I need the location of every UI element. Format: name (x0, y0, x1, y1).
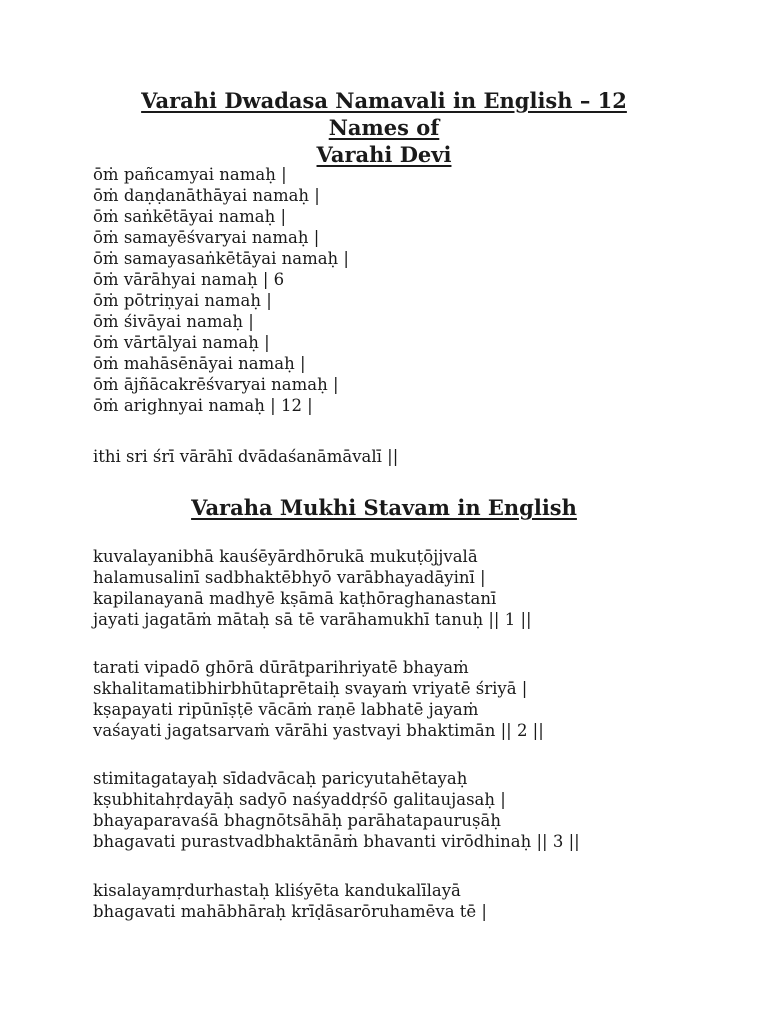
document-title-line-2: Varahi Devi (316, 142, 452, 167)
verse-line: kṣapayati ripūnīṣṭē vācāṁ raṇē labhatē jayaṁ (93, 700, 479, 719)
document-title (110, 87, 658, 168)
closing-block (93, 446, 398, 467)
closing-line: ithi sri śrī vārāhī dvādaśanāmāvalī || (93, 447, 399, 466)
name-line: ōṁ daṇḍanāthāyai namaḥ | (93, 186, 320, 205)
name-line: ōṁ samayasaṅkētāyai namaḥ | (93, 249, 349, 268)
name-line: ōṁ pañcamyai namaḥ | (93, 165, 287, 184)
verse-line: bhagavati purastvadbhaktānāṁ bhavanti virōdhinaḥ || 3 || (93, 832, 580, 851)
verse-2 (93, 657, 544, 741)
section-title (110, 494, 658, 521)
name-line: ōṁ śivāyai namaḥ | (93, 312, 254, 331)
verse-line: skhalitamatibhirbhūtaprētaiḥ svayaṁ vriyatē śriyā | (93, 679, 528, 698)
verse-line: bhagavati mahābhāraḥ krīḍāsarōruhamēva tē | (93, 902, 487, 921)
verse-4 (93, 880, 487, 922)
verse-line: kṣubhitahṛdayāḥ sadyō naśyaddṛśō galitaujasaḥ | (93, 790, 506, 809)
name-line: ōṁ ājñācakrēśvaryai namaḥ | (93, 375, 339, 394)
verse-line: stimitagatayaḥ sīdadvācaḥ paricyutahētayaḥ (93, 769, 468, 788)
verse-line: vaśayati jagatsarvaṁ vārāhi yastvayi bhaktimān || 2 || (93, 721, 544, 740)
verse-line: kisalayamṛdurhastaḥ kliśyēta kandukalīlayā (93, 881, 461, 900)
verse-line: tarati vipadō ghōrā dūrātparihriyatē bhayaṁ (93, 658, 469, 677)
verse-line: jayati jagatāṁ mātaḥ sā tē varāhamukhī tanuḥ || 1 || (93, 610, 532, 629)
namavali-list (93, 164, 349, 416)
name-line: ōṁ pōtriṇyai namaḥ | (93, 291, 272, 310)
name-line: ōṁ samayēśvaryai namaḥ | (93, 228, 320, 247)
name-line: ōṁ arighnyai namaḥ | 12 | (93, 396, 313, 415)
section-title-text: Varaha Mukhi Stavam in English (191, 495, 577, 520)
name-line: ōṁ mahāsēnāyai namaḥ | (93, 354, 306, 373)
name-line: ōṁ vārāhyai namaḥ | 6 (93, 270, 285, 289)
verse-1 (93, 546, 532, 630)
verse-line: halamusalinī sadbhaktēbhyō varābhayadāyinī | (93, 568, 486, 587)
verse-line: kuvalayanibhā kauśēyārdhōrukā mukuṭōjjvalā (93, 547, 478, 566)
verse-line: kapilanayanā madhyē kṣāmā kaṭhōraghanastanī (93, 589, 497, 608)
name-line: ōṁ saṅkētāyai namaḥ | (93, 207, 287, 226)
document-title-line-1: Varahi Dwadasa Namavali in English – 12 Names of (141, 88, 627, 140)
verse-line: bhayaparavaśā bhagnōtsāhāḥ parāhatapauruṣāḥ (93, 811, 501, 830)
name-line: ōṁ vārtālyai namaḥ | (93, 333, 270, 352)
verse-3 (93, 768, 580, 852)
